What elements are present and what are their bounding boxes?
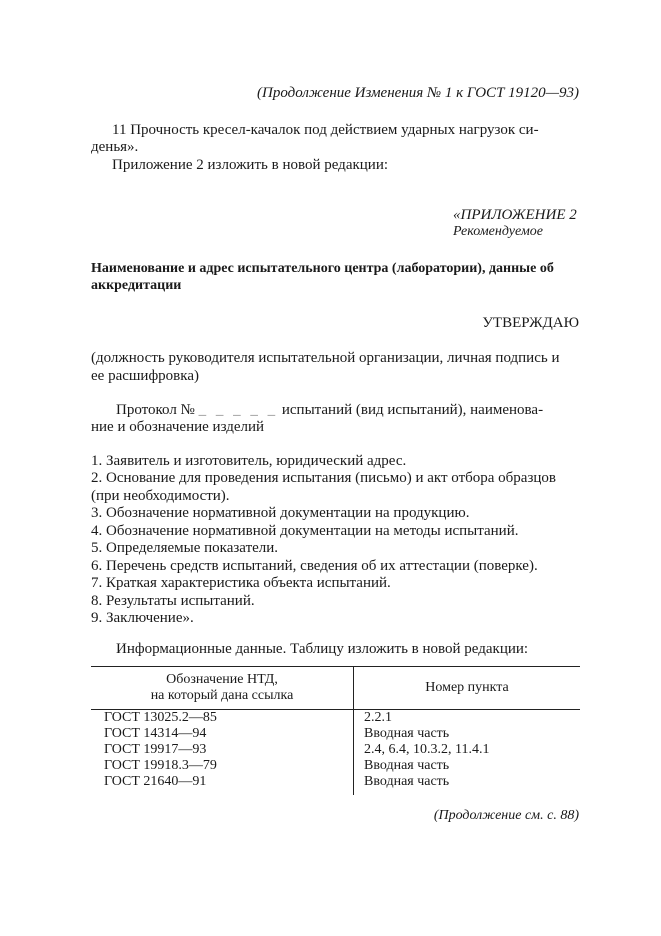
list-item-2: 2. Основание для проведения испытания (письмо) и акт отбора образцов — [91, 470, 556, 486]
item-4: Вводная часть — [364, 758, 450, 773]
col-ntd-header: Обозначение НТД, на который дана ссылка — [91, 667, 354, 710]
list-item-7: 7. Краткая характеристика объекта испытаний. — [91, 575, 391, 591]
list-item-3: 3. Обозначение нормативной документации на продукцию. — [91, 505, 470, 521]
ntd-doc-4: ГОСТ 19918.3—79 — [104, 758, 217, 773]
protocol-line1 — [116, 401, 543, 419]
continuation-header: (Продолжение Изменения № 1 к ГОСТ 19120—93) — [257, 85, 579, 101]
list-item-5: 5. Определяемые показатели. — [91, 540, 279, 556]
item-5: Вводная часть — [364, 774, 450, 789]
col-item-header: Номер пункта — [425, 680, 509, 695]
ntd-list — [91, 710, 354, 796]
position-line2: ее расшифровка) — [91, 368, 199, 384]
references-table — [91, 666, 580, 795]
continuation-footer: (Продолжение см. с. 88) — [433, 808, 579, 823]
list-item-4: 4. Обозначение нормативной документации на методы испытаний. — [91, 523, 519, 539]
list-item-9: 9. Заключение». — [91, 610, 194, 626]
list-item-8: 8. Результаты испытаний. — [91, 593, 255, 609]
item-2: Вводная часть — [364, 726, 450, 741]
info-text: Информационные данные. Таблицу изложить в новой редакции: — [116, 641, 529, 657]
item-3: 2.4, 6.4, 10.3.2, 11.4.1 — [364, 742, 490, 757]
item-list — [354, 710, 581, 796]
list-item-1: 1. Заявитель и изготовитель, юридический адрес. — [91, 453, 407, 469]
list-item-6: 6. Перечень средств испытаний, сведения об их аттестации (поверке). — [91, 558, 538, 574]
para1-line1: 11 Прочность кресел-качалок под действием ударных нагрузок си- — [112, 122, 539, 138]
table-row — [91, 710, 580, 796]
protocol-prefix: Протокол № — [116, 402, 195, 418]
appendix-subtitle: Рекомендуемое — [453, 224, 543, 239]
ntd-doc-1: ГОСТ 13025.2—85 — [104, 710, 217, 725]
protocol-suffix: испытаний (вид испытаний), наименова- — [281, 402, 544, 418]
para1-line2: денья». — [91, 139, 139, 155]
approve-label: УТВЕРЖДАЮ — [482, 315, 579, 331]
position-line1: (должность руководителя испытательной организации, личная подпись и — [91, 350, 560, 366]
table-header-row — [91, 667, 580, 710]
protocol-line2: ние и обозначение изделий — [91, 419, 265, 435]
ntd-doc-5: ГОСТ 21640—91 — [104, 774, 207, 789]
item-1: 2.2.1 — [364, 710, 392, 725]
ntd-doc-3: ГОСТ 19917—93 — [104, 742, 207, 757]
appendix-title: «ПРИЛОЖЕНИЕ 2 — [453, 207, 577, 223]
para2: Приложение 2 изложить в новой редакции: — [112, 157, 389, 173]
list-item-2-cont: (при необходимости). — [91, 488, 230, 504]
heading-line1: Наименование и адрес испытательного центра (лаборатории), данные об — [91, 261, 554, 276]
protocol-number-blank: _ _ _ _ _ — [198, 402, 279, 418]
ntd-doc-2: ГОСТ 14314—94 — [104, 726, 207, 741]
heading-line2: аккредитации — [91, 278, 182, 293]
